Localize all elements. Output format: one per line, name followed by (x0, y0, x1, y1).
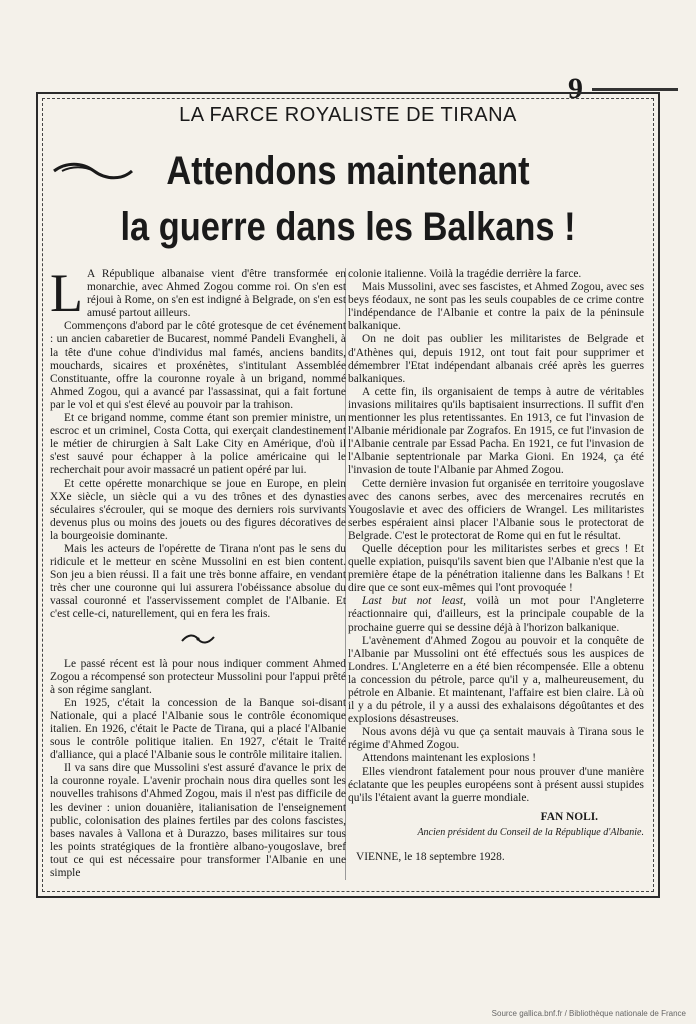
paragraph-text: A République albanaise vient d'être transformée en monarchie, avec Ahmed Zogou comme roi. On s'en est réjoui à Rome, on s'en est indigné à Belgrade, on s'en est amusé partout ailleurs. (87, 268, 346, 320)
paragraph: Cette dernière invasion fut organisée en territoire yougoslave avec des canons serbes, avec des mercenaires recrutés en Yougoslavie et avec des officiers de Wrangel. Les militaristes serbes espéraient ainsi placer l'Albanie sous le protectorat de Belgrade. C'est le protectorat de Rome qui en fut le résultat. (348, 477, 644, 542)
paragraph (348, 595, 644, 634)
paragraph: Et cette opérette monarchique se joue en Europe, en plein XXe siècle, un siècle qui a vu des trônes et des dynasties séculaires s'écrouler, qui se moque des derniers rois survivants devenus plus ou moins des jouets ou des figures décoratives de la bourgeoisie dominante. (50, 477, 346, 542)
paragraph: L'avènement d'Ahmed Zogou au pouvoir et la conquête de l'Albanie par Mussolini ont été effectués sous les auspices de Londres. L'Angleterre en a été bien récompensée. Elle a obtenu la concession du pétrole, parce qu'il y a, malheureusement, du pétrole en Albanie. Et maintenant, l'affaire est bien claire. Là où il y a du pétrole, il y a aussi des exhalaisons dégoûtantes et des explosions désastreuses. (348, 634, 644, 726)
signature-title: Ancien président du Conseil de la République d'Albanie. (417, 826, 644, 838)
paragraph: Commençons d'abord par le côté grotesque de cet événement : un ancien cabaretier de Bucarest, nommé Pandeli Evangheli, à la tête d'une cohue d'individus mal famés, anciens bandits, mouchards, sicaires et proxénètes, s'intitulant Assemblée Constituante, offre la couronne royale à un brigand, nommé Ahmed Zogou, qui a avancé par l'assassinat, qui a fait fortune par le vol et qui s'est élevé au pouvoir par la trahison. (50, 320, 346, 411)
divider-ornament-icon (178, 632, 218, 646)
paragraph: Elles viendront fatalement pour nous prouver d'une manière éclatante que les peuples européens sont à présent aussi stupides qu'ils l'étaient avant la guerre mondiale. (348, 765, 644, 804)
paragraph: Nous avons déjà vu que ça sentait mauvais à Tirana sous le régime d'Ahmed Zogou. (348, 726, 644, 752)
paragraph: colonie italienne. Voilà la tragédie derrière la farce. (348, 268, 582, 280)
italic-lead: Last but not least, (362, 595, 466, 608)
paragraph: Il va sans dire que Mussolini s'est assuré d'avance le prix de la couronne royale. L'avenir prochain nous dira quelles sont les nouvelles trahisons d'Ahmed Zogou, mais il n'est pas difficile de les deviner : union douanière, italianisation de l'enseignement public, colonisation des plaines fertiles par des colons fascistes, bases navales à Vallona et à Durazzo, bases militaires sur tous les points stratégiques de la frontière albano-yougoslave, bref tout ce qui est nécessaire pour transformer l'Albanie en une simple (50, 762, 346, 880)
footer-credit: Source gallica.bnf.fr / Bibliothèque nationale de France (491, 1009, 686, 1018)
paragraph: Mais Mussolini, avec ses fascistes, et Ahmed Zogou, avec ses beys féodaux, ne sont pas les seuls coupables de ce crime contre l'indépendance de l'Albanie et contre la paix de la péninsule balkanique. (348, 281, 644, 333)
paragraph: Mais les acteurs de l'opérette de Tirana n'ont pas le sens du ridicule et le metteur en scène Mussolini en est bien content. Son jeu a bien réussi. Il a fait une très bonne affaire, en vendant très cher une couronne qui lui assurera l'obéissance absolue du vassal couronné et l'asservissement complet de l'Albanie. Et c'est celle-ci, naturellement, qui en fera les frais. (50, 542, 346, 621)
left-column (50, 263, 346, 880)
paragraph-text: voilà un mot pour l'Angleterre réactionnaire qui, d'ailleurs, est la principale coupable de la prochaine guerre qui se dessine déjà à l'horizon balkanique. (348, 595, 644, 634)
place-date: VIENNE, le 18 septembre 1928. (356, 851, 505, 864)
paragraph: Et ce brigand nomme, comme étant son premier ministre, un escroc et un criminel, Costa Cotta, qui exerçait clandestinement le métier de chirurgien à Salt Lake City en Amérique, d'où il s'est sauvé pour échapper à la police américaine qui le recherchait pour avoir massacré un patient opéré par lui. (50, 412, 346, 477)
paragraph: Quelle déception pour les militaristes serbes et grecs ! Et quelle expiation, puisqu'ils savent bien que l'Albanie n'est que la première étape de la pénétration italienne dans les Balkans ! Et dire que ce sont eux-mêmes qui l'ont provoquée ! (348, 542, 644, 595)
signature-name: FAN NOLI. (540, 810, 598, 823)
paragraph: Attendons maintenant les explosions ! (362, 752, 536, 765)
paragraph: On ne doit pas oublier les militaristes de Belgrade et d'Athènes qui, depuis 1912, ont tout fait pour supprimer et démembrer l'Etat indépendant albanais créé après les guerres balkaniques. (348, 333, 644, 385)
paragraph (50, 263, 346, 323)
kicker: LA FARCE ROYALISTE DE TIRANA (179, 104, 517, 126)
paragraph: En 1925, c'était la concession de la Banque soi-disant Nationale, qui a placé l'Albanie sous le contrôle économique italien. En 1926, c'était le Pacte de Tirana, qui a placé l'Albanie sous le contrôle politique italien. En 1927, c'était le Traité d'alliance, qui a placé l'Albanie sous le contrôle militaire italien. (50, 696, 346, 762)
headline-line-2: la guerre dans les Balkans ! (120, 205, 576, 249)
page-number: 9 (568, 72, 583, 105)
right-column (348, 268, 644, 864)
paragraph: Le passé récent est là pour nous indiquer comment Ahmed Zogou a récompensé son protecteur Mussolini pour l'appui prêté à son régime sanglant. (50, 657, 346, 696)
headline-line-1: Attendons maintenant (166, 149, 530, 193)
paragraph: A cette fin, ils organisaient de temps à autre de véritables invasions militaires qu'ils baptisaient insurrections. Il suffit d'en mentionner les plus retentissantes. En 1913, ce fut l'invasion de l'Albanie méridionale par Zografos. En 1915, ce fut l'invasion de l'Albanie centrale par Essad Pacha. En 1921, ce fut l'invasion de l'Albanie septentrionale par Marka Gioni. En 1924, ça été l'invasion de toute l'Albanie par Ahmed Zogou. (348, 385, 644, 477)
page-number-rule (592, 88, 678, 91)
drop-cap: L (50, 263, 83, 323)
